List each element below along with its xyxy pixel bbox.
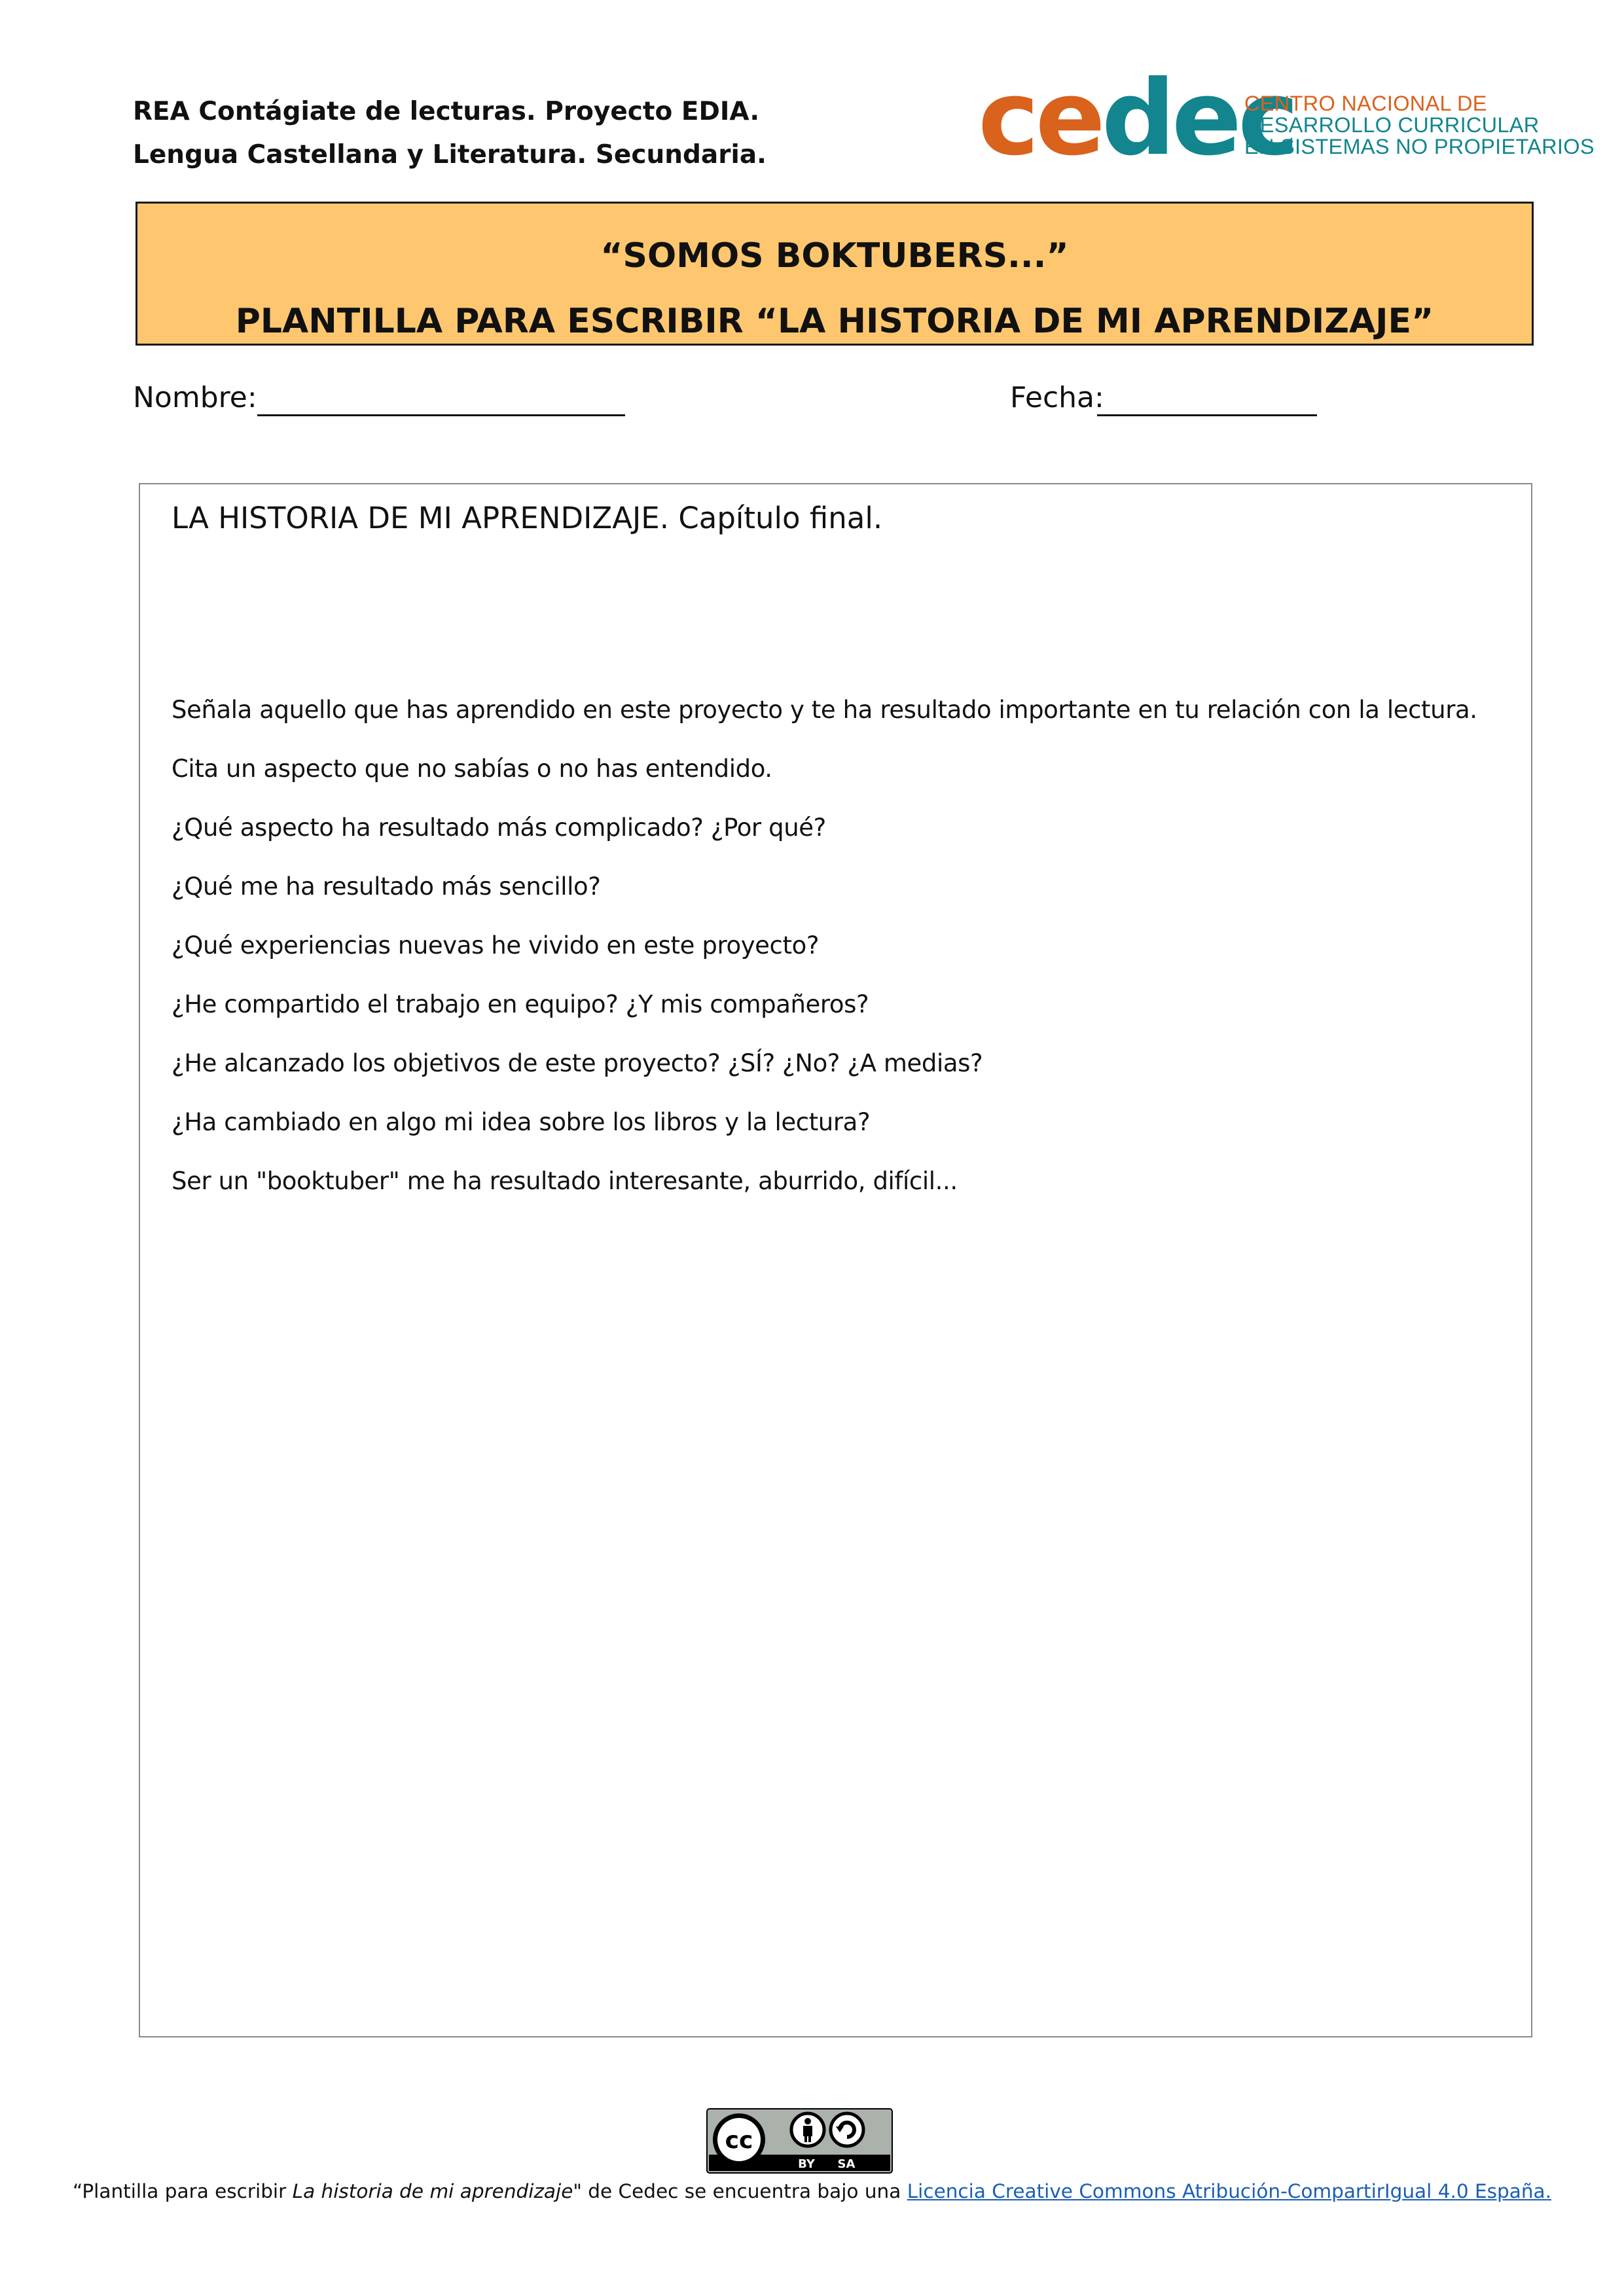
header-subject-line: Lengua Castellana y Literatura. Secundaria.	[133, 140, 767, 170]
title-line-1: “SOMOS BOKTUBERS...”	[600, 236, 1069, 276]
logo-word-part2: dec	[1101, 58, 1295, 179]
name-input-line[interactable]	[257, 414, 625, 416]
prompt-item: Cita un aspecto que no sabías o no has entendido.	[171, 755, 772, 783]
name-label: Nombre:	[133, 381, 257, 414]
logo-word-part1: ce	[978, 58, 1102, 179]
answer-box[interactable]	[139, 483, 1532, 2037]
footer-text-italic: La historia de mi aprendizaje	[292, 2180, 573, 2202]
license-footer	[65, 2178, 1559, 2204]
document-header	[133, 90, 767, 177]
by-label: BY	[798, 2157, 815, 2171]
prompt-item: ¿Ha cambiado en algo mi idea sobre los libros y la lectura?	[171, 1108, 871, 1136]
prompt-item: ¿He alcanzado los objetivos de este proyecto? ¿SÍ? ¿No? ¿A medias?	[171, 1049, 983, 1077]
title-box	[135, 202, 1534, 346]
date-label: Fecha:	[1010, 381, 1104, 414]
sa-label: SA	[837, 2157, 856, 2171]
logo-subtitle-line3: EN SISTEMAS NO PROPIETARIOS	[1244, 135, 1595, 158]
prompt-item: ¿Qué me ha resultado más sencillo?	[171, 872, 601, 901]
prompt-item: Señala aquello que has aprendido en este proyecto y te ha resultado importante en tu relación con la lectura.	[171, 696, 1477, 724]
logo-subtitle-line1: CENTRO NACIONAL DE	[1244, 92, 1487, 115]
prompt-item: ¿Qué aspecto ha resultado más complicado? ¿Por qué?	[171, 814, 826, 842]
logo-subtitle-line2: DESARROLLO CURRICULAR	[1244, 113, 1540, 137]
cedec-logo-subtitle	[1244, 93, 1595, 158]
footer-text-before: “Plantilla para escribir	[73, 2180, 293, 2202]
prompt-list	[171, 681, 1477, 1211]
header-project-line: REA Contágiate de lecturas. Proyecto EDIA.	[133, 97, 760, 126]
date-input-line[interactable]	[1097, 414, 1317, 416]
footer-text-after: " de Cedec se encuentra bajo una	[573, 2180, 907, 2202]
creative-commons-by-sa-icon[interactable]	[706, 2108, 893, 2174]
answer-box-heading: LA HISTORIA DE MI APRENDIZAJE. Capítulo final.	[171, 501, 883, 535]
prompt-item: ¿Qué experiencias nuevas he vivido en este proyecto?	[171, 931, 820, 960]
title-line-2: PLANTILLA PARA ESCRIBIR “LA HISTORIA DE MI APRENDIZAJE”	[235, 302, 1434, 341]
cedec-logo	[978, 58, 1595, 179]
license-link[interactable]: Licencia Creative Commons Atribución-CompartirIgual 4.0 España.	[907, 2180, 1551, 2202]
prompt-item: Ser un "booktuber" me ha resultado interesante, aburrido, difícil...	[171, 1167, 958, 1195]
cc-label: cc	[725, 2127, 753, 2154]
prompt-item: ¿He compartido el trabajo en equipo? ¿Y mis compañeros?	[171, 990, 869, 1018]
